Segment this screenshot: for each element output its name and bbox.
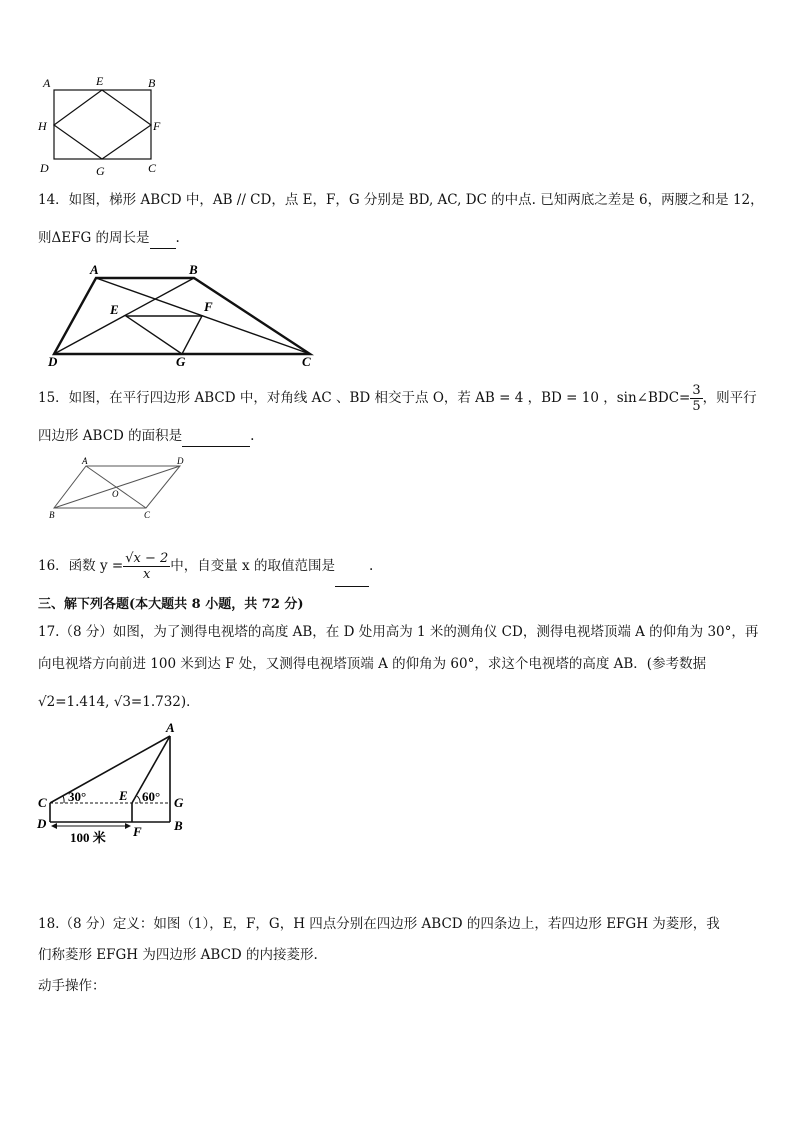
arc-30 xyxy=(63,796,64,803)
q16-end: . xyxy=(368,558,374,574)
label-G: G xyxy=(96,164,105,178)
q16-line xyxy=(38,546,373,587)
inner-rhombus xyxy=(54,90,151,159)
triangle-EFG xyxy=(126,316,202,354)
fig17-label-E: E xyxy=(119,788,128,803)
q16-answer-blank[interactable] xyxy=(335,546,369,587)
q15-line2 xyxy=(38,426,254,447)
q15-line1-pre: 15．如图，在平行四边形 ABCD 中，对角线 AC 、BD 相交于点 O，若 AB = 4 ，BD = 10 ，sin∠BDC= xyxy=(38,390,691,406)
label-A: A xyxy=(43,76,51,90)
fig15-label-C: C xyxy=(144,510,151,520)
q17-line2: 向电视塔方向前进 100 米到达 F 处，又测得电视塔顶端 A 的仰角为 60°，求这个电视塔的高度 AB．(参考数据 xyxy=(38,656,707,672)
fig15-label-A: A xyxy=(82,456,88,466)
rhombus-rectangle-figure xyxy=(30,72,170,178)
fig14-label-B: B xyxy=(189,262,198,277)
section3-heading: 三、解下列各题(本大题共 8 小题，共 72 分) xyxy=(38,597,304,612)
q18-line2: 们称菱形 EFGH 为四边形 ABCD 的内接菱形. xyxy=(38,947,318,963)
q18-line3: 动手操作： xyxy=(38,978,106,994)
q17-line1: 17.（8 分）如图，为了测得电视塔的高度 AB，在 D 处用高为 1 米的测角仪 CD，测得电视塔顶端 A 的仰角为 30°，再 xyxy=(38,624,759,640)
q15-line2-pre: 四边形 ABCD 的面积是 xyxy=(38,428,183,444)
fig14-label-C: C xyxy=(302,354,311,369)
q15-answer-blank[interactable] xyxy=(182,426,250,447)
fig17-label-D: D xyxy=(37,816,47,831)
sin-fraction-numerator: 3 xyxy=(692,383,701,398)
q15-line1 xyxy=(38,380,757,416)
trapezoid-figure xyxy=(44,262,334,370)
fig15-label-D: D xyxy=(177,456,184,466)
fig14-label-G: G xyxy=(176,354,186,369)
label-E: E xyxy=(96,74,104,88)
fig17-label-B: B xyxy=(174,818,183,833)
parallelogram-figure xyxy=(44,456,194,522)
label-D: D xyxy=(40,161,49,175)
q14-line1: 14．如图，梯形 ABCD 中，AB // CD，点 E，F，G 分别是 BD, AC, DC 的中点. 已知两底之差是 6，两腰之和是 12， xyxy=(38,192,764,208)
fig17-label-G: G xyxy=(174,795,184,810)
q18-line1: 18.（8 分）定义：如图（1），E，F，G，H 四点分别在四边形 ABCD 的四条边上，若四边形 EFGH 为菱形，我 xyxy=(38,916,720,932)
label-F: F xyxy=(153,119,161,133)
label-C: C xyxy=(148,161,157,175)
outer-rectangle xyxy=(54,90,151,159)
label-B: B xyxy=(148,76,156,90)
q14-line2-post: . xyxy=(175,230,180,246)
q14-line2 xyxy=(38,228,180,249)
fig15-label-B: B xyxy=(49,510,55,520)
label-H: H xyxy=(38,119,47,133)
fig17-label-A: A xyxy=(166,720,175,735)
sin-fraction-denominator: 5 xyxy=(692,399,701,414)
function-denominator: x xyxy=(143,567,151,582)
fig14-label-E: E xyxy=(110,302,119,317)
sin-fraction xyxy=(690,383,702,414)
q16-pre: 16．函数 y = xyxy=(38,558,124,574)
arrow-right-head xyxy=(125,823,131,829)
q17-line3: √2=1.414, √3=1.732)． xyxy=(38,694,200,710)
fig14-label-D: D xyxy=(48,354,58,369)
q16-post: 中，自变量 x 的取值范围是 xyxy=(170,558,335,574)
tv-tower-figure xyxy=(34,718,196,848)
fig17-label-C: C xyxy=(38,795,47,810)
diagonal-BD xyxy=(54,466,180,508)
q14-answer-blank[interactable] xyxy=(150,228,176,249)
q14-line2-pre: 则ΔEFG 的周长是 xyxy=(38,230,150,246)
fig14-label-A: A xyxy=(90,262,99,277)
fig17-angle30: 30° xyxy=(68,789,87,804)
fig17-label-F: F xyxy=(133,824,142,839)
function-fraction xyxy=(123,551,170,582)
arrow-left-head xyxy=(51,823,57,829)
fig17-angle60: 60° xyxy=(142,789,161,804)
fig14-label-F: F xyxy=(204,299,213,314)
q15-line1-post: ，则平行 xyxy=(702,390,757,406)
arc-60 xyxy=(137,796,140,803)
fig15-label-O: O xyxy=(112,489,119,499)
q15-line2-post: . xyxy=(250,428,255,444)
function-numerator: √x − 2 xyxy=(125,551,169,566)
fig17-distance: 100 米 xyxy=(70,830,106,845)
